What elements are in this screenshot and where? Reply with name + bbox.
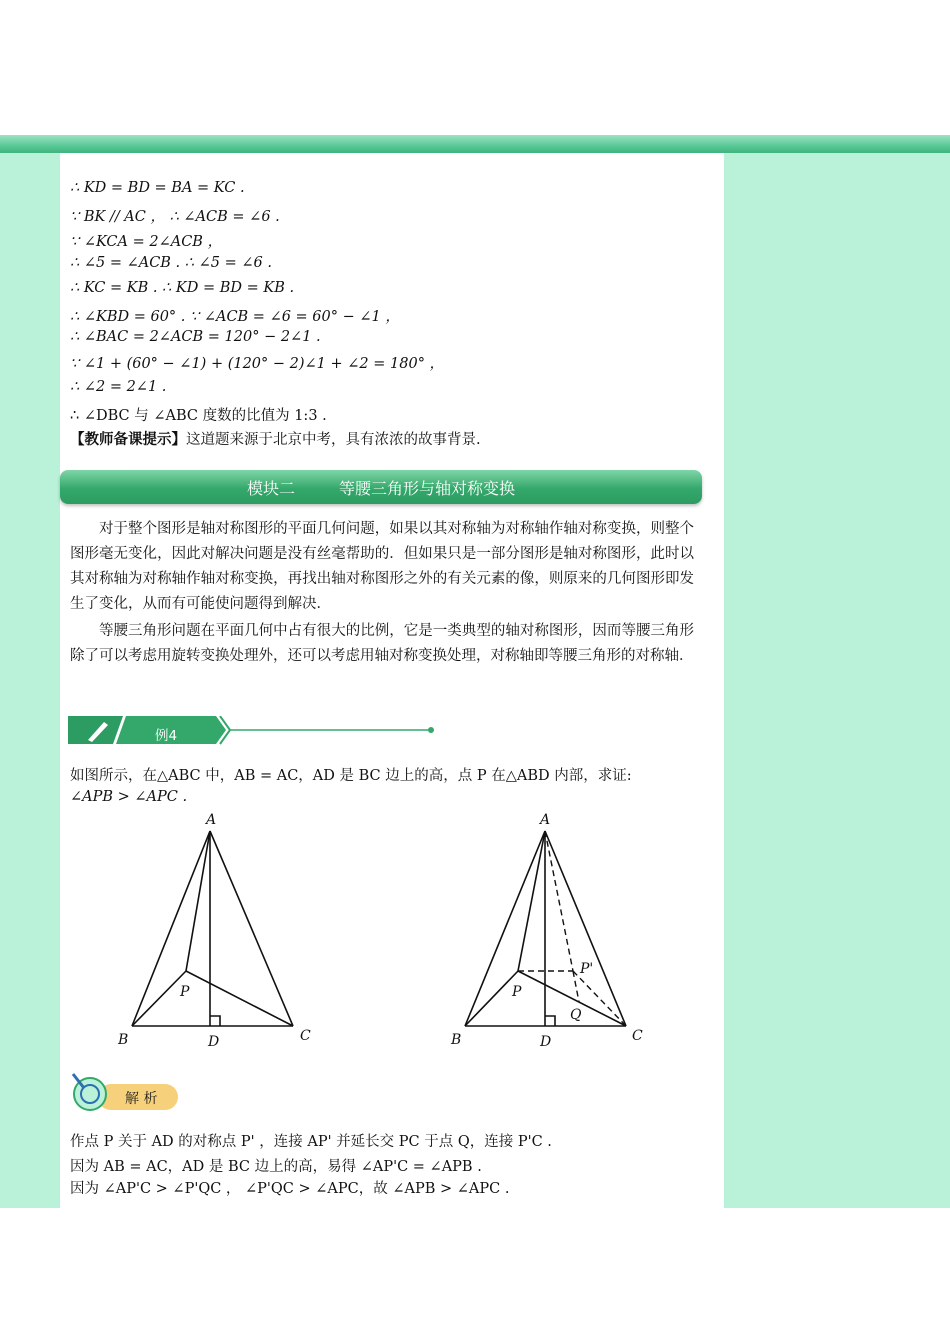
label-D: D <box>540 1034 552 1050</box>
analysis-line: 作点 P 关于 AD 的对称点 P' ，连接 AP' 并延长交 PC 于点 Q，连接 P'C . <box>70 1134 552 1150</box>
label-P: P <box>512 984 522 1000</box>
example-problem: ∠APB > ∠APC . <box>70 789 188 805</box>
right-margin-panel <box>724 153 950 1208</box>
proof-line: ∵ BK // AC ， ∴ ∠ACB = ∠6 . <box>70 209 280 225</box>
figure-left <box>100 806 340 1056</box>
left-margin-panel <box>0 153 60 1208</box>
analysis-label: 解 析 <box>125 1091 158 1107</box>
proof-line: ∴ ∠2 = 2∠1 . <box>70 379 167 395</box>
section-number: 模块二 <box>246 478 295 498</box>
label-Q: Q <box>570 1007 582 1023</box>
proof-line: ∴ ∠KBD = 60° . ∵ ∠ACB = ∠6 = 60° − ∠1 ， <box>70 309 400 325</box>
header-band <box>0 135 950 153</box>
proof-line: ∵ ∠KCA = 2∠ACB ， <box>70 234 223 250</box>
proof-line: ∴ ∠DBC 与 ∠ABC 度数的比值为 1:3 . <box>70 408 327 424</box>
label-A: A <box>206 812 217 828</box>
label-P: P <box>180 984 190 1000</box>
proof-line: ∴ KD = BD = BA = KC . <box>70 180 245 196</box>
proof-line: ∴ ∠BAC = 2∠ACB = 120° − 2∠1 . <box>70 329 321 345</box>
analysis-line: 因为 ∠AP'C > ∠P'QC ， ∠P'QC > ∠APC，故 ∠APB > ∠APC . <box>70 1181 510 1197</box>
teacher-note-tag: 【教师备课提示】 <box>70 432 186 448</box>
label-D: D <box>208 1034 220 1050</box>
label-A: A <box>540 812 551 828</box>
teacher-note-text: 这道题来源于北京中考，具有浓浓的故事背景. <box>186 432 481 448</box>
label-C: C <box>632 1028 643 1044</box>
section-title: 等腰三角形与轴对称变换 <box>339 478 516 498</box>
example-problem: 如图所示，在△ABC 中，AB = AC，AD 是 BC 边上的高，点 P 在△ABD 内部，求证: <box>70 768 632 784</box>
label-C: C <box>300 1028 311 1044</box>
intro-paragraph: 等腰三角形问题在平面几何中占有很大的比例，它是一类典型的轴对称图形，因而等腰三角形除了可以考虑用旋转变换处理外，还可以考虑用轴对称变换处理，对称轴即等腰三角形的对称轴． <box>70 623 694 664</box>
example-label: 例4 <box>155 728 178 744</box>
proof-line: ∵ ∠1 + (60° − ∠1) + (120° − 2)∠1 + ∠2 = 180° ， <box>70 356 445 372</box>
teacher-note <box>70 428 481 449</box>
figure-right <box>440 806 670 1056</box>
analysis-line: 因为 AB = AC，AD 是 BC 边上的高，易得 ∠AP'C = ∠APB . <box>70 1159 482 1175</box>
label-P-prime: P' <box>580 961 594 977</box>
intro-paragraph: 对于整个图形是轴对称图形的平面几何问题，如果以其对称轴为对称轴作轴对称变换，则整个图形毫无变化，因此对解决问题是没有丝毫帮助的．但如果只是一部分图形是轴对称图形，此时以其对称轴为对称轴作轴对称变换，再找出轴对称图形之外的有关元素的像，则原来的几何图形即发生了变化，从而有可能使问题得到解决． <box>70 521 694 612</box>
proof-line: ∴ KC = KB . ∴ KD = BD = KB . <box>70 280 295 296</box>
section-header <box>60 470 702 504</box>
label-B: B <box>451 1032 462 1048</box>
label-B: B <box>118 1032 129 1048</box>
example-banner <box>68 716 438 746</box>
proof-line: ∴ ∠5 = ∠ACB . ∴ ∠5 = ∠6 . <box>70 255 272 271</box>
